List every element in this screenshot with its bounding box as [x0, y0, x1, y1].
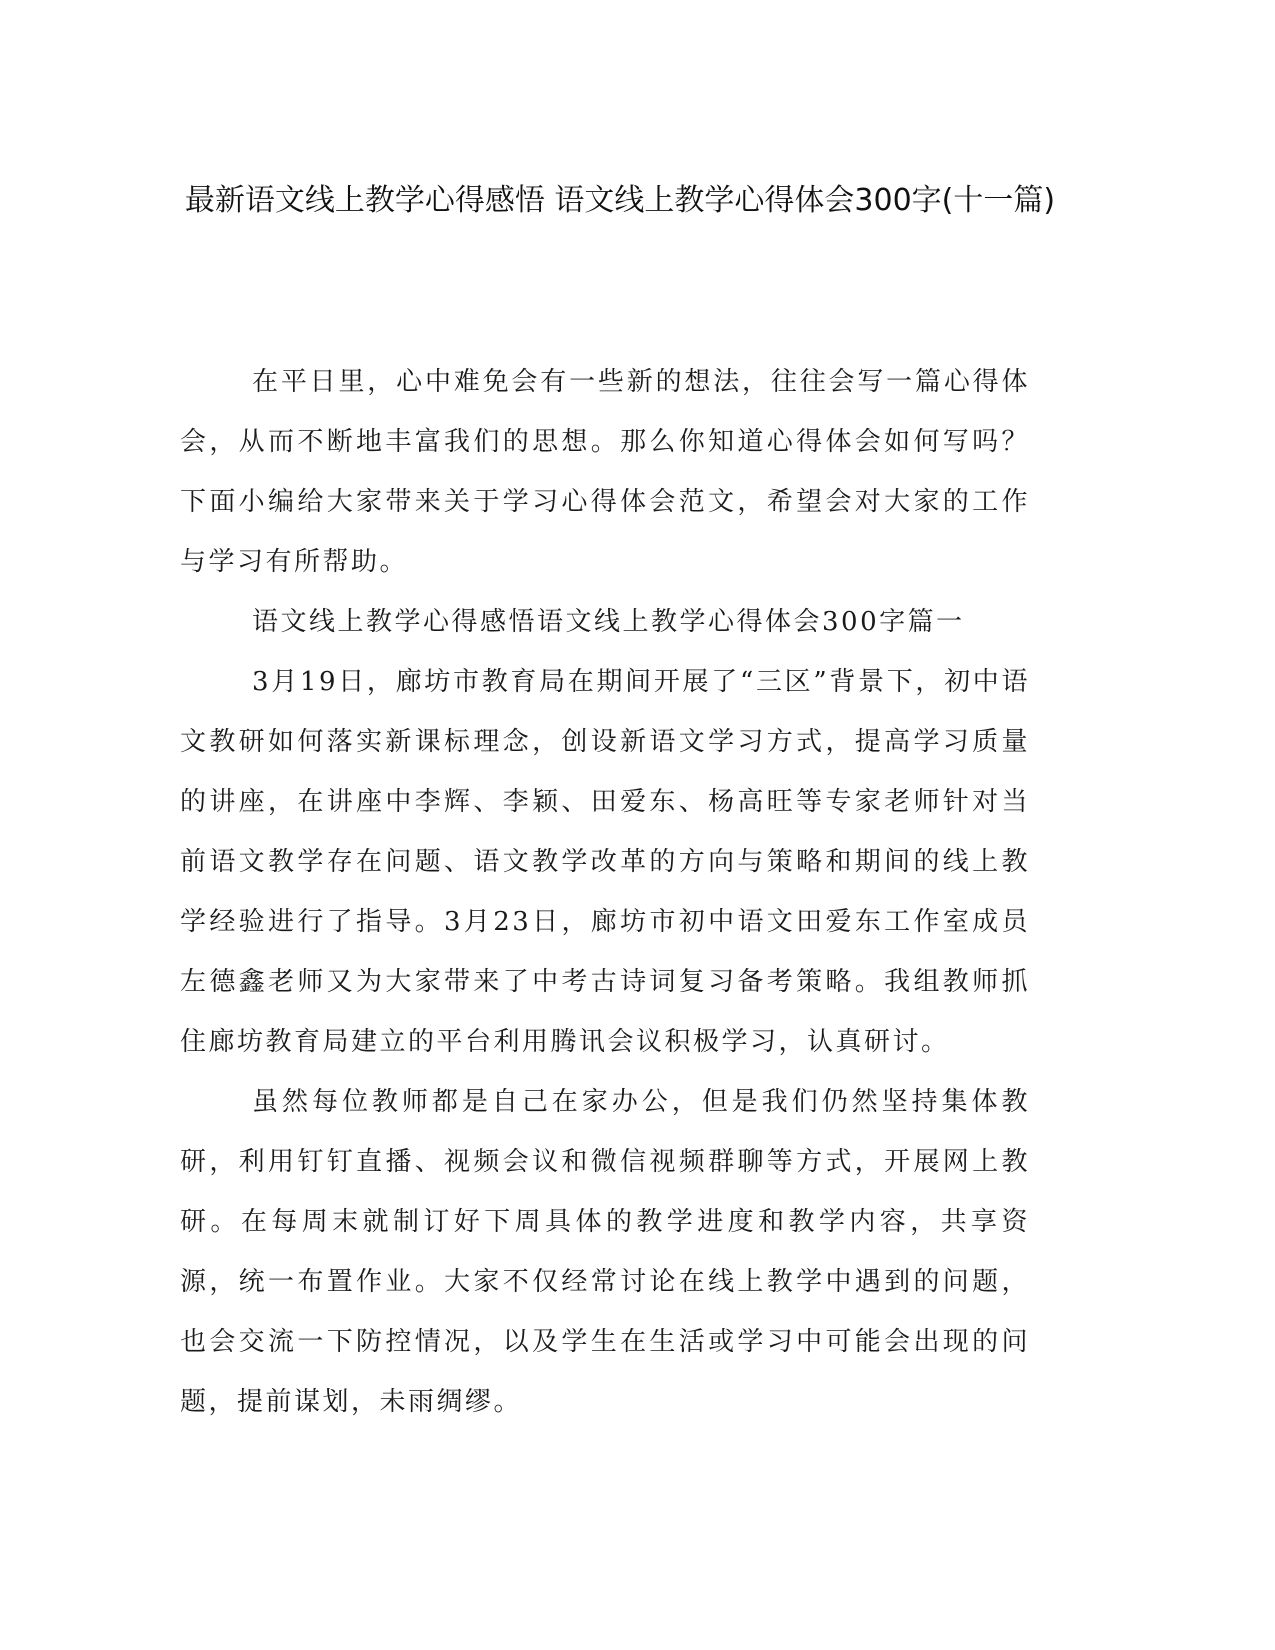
section-heading: 语文线上教学心得感悟语文线上教学心得体会300字篇一	[252, 607, 965, 637]
intro-paragraph: 在平日里，心中难免会有一些新的想法，往往会写一篇心得体会，从而不断地丰富我们的思想。那么你知道心得体会如何写吗？下面小编给大家带来关于学习心得体会范文，希望会对大家的工作与学习有所帮助。	[180, 367, 1030, 577]
body-paragraph: 3月19日，廊坊市教育局在期间开展了“三区”背景下，初中语文教研如何落实新课标理念，创设新语文学习方式，提高学习质量的讲座，在讲座中李辉、李颖、田爱东、杨高旺等专家老师针对当前语文教学存在问题、语文教学改革的方向与策略和期间的线上教学经验进行了指导。3月23日，廊坊市初中语文田爱东工作室成员左德鑫老师又为大家带来了中考古诗词复习备考策略。我组教师抓住廊坊教育局建立的平台利用腾讯会议积极学习，认真研讨。	[180, 667, 1030, 1057]
body-paragraph: 虽然每位教师都是自己在家办公，但是我们仍然坚持集体教研，利用钉钉直播、视频会议和微信视频群聊等方式，开展网上教研。在每周末就制订好下周具体的教学进度和教学内容，共享资源，统一布置作业。大家不仅经常讨论在线上教学中遇到的问题，也会交流一下防控情况，以及学生在生活或学习中可能会出现的问题，提前谋划，未雨绸缪。	[180, 1087, 1030, 1417]
document-title: 最新语文线上教学心得感悟 语文线上教学心得体会300字(十一篇)	[184, 183, 1056, 218]
document-body	[180, 352, 1030, 1432]
